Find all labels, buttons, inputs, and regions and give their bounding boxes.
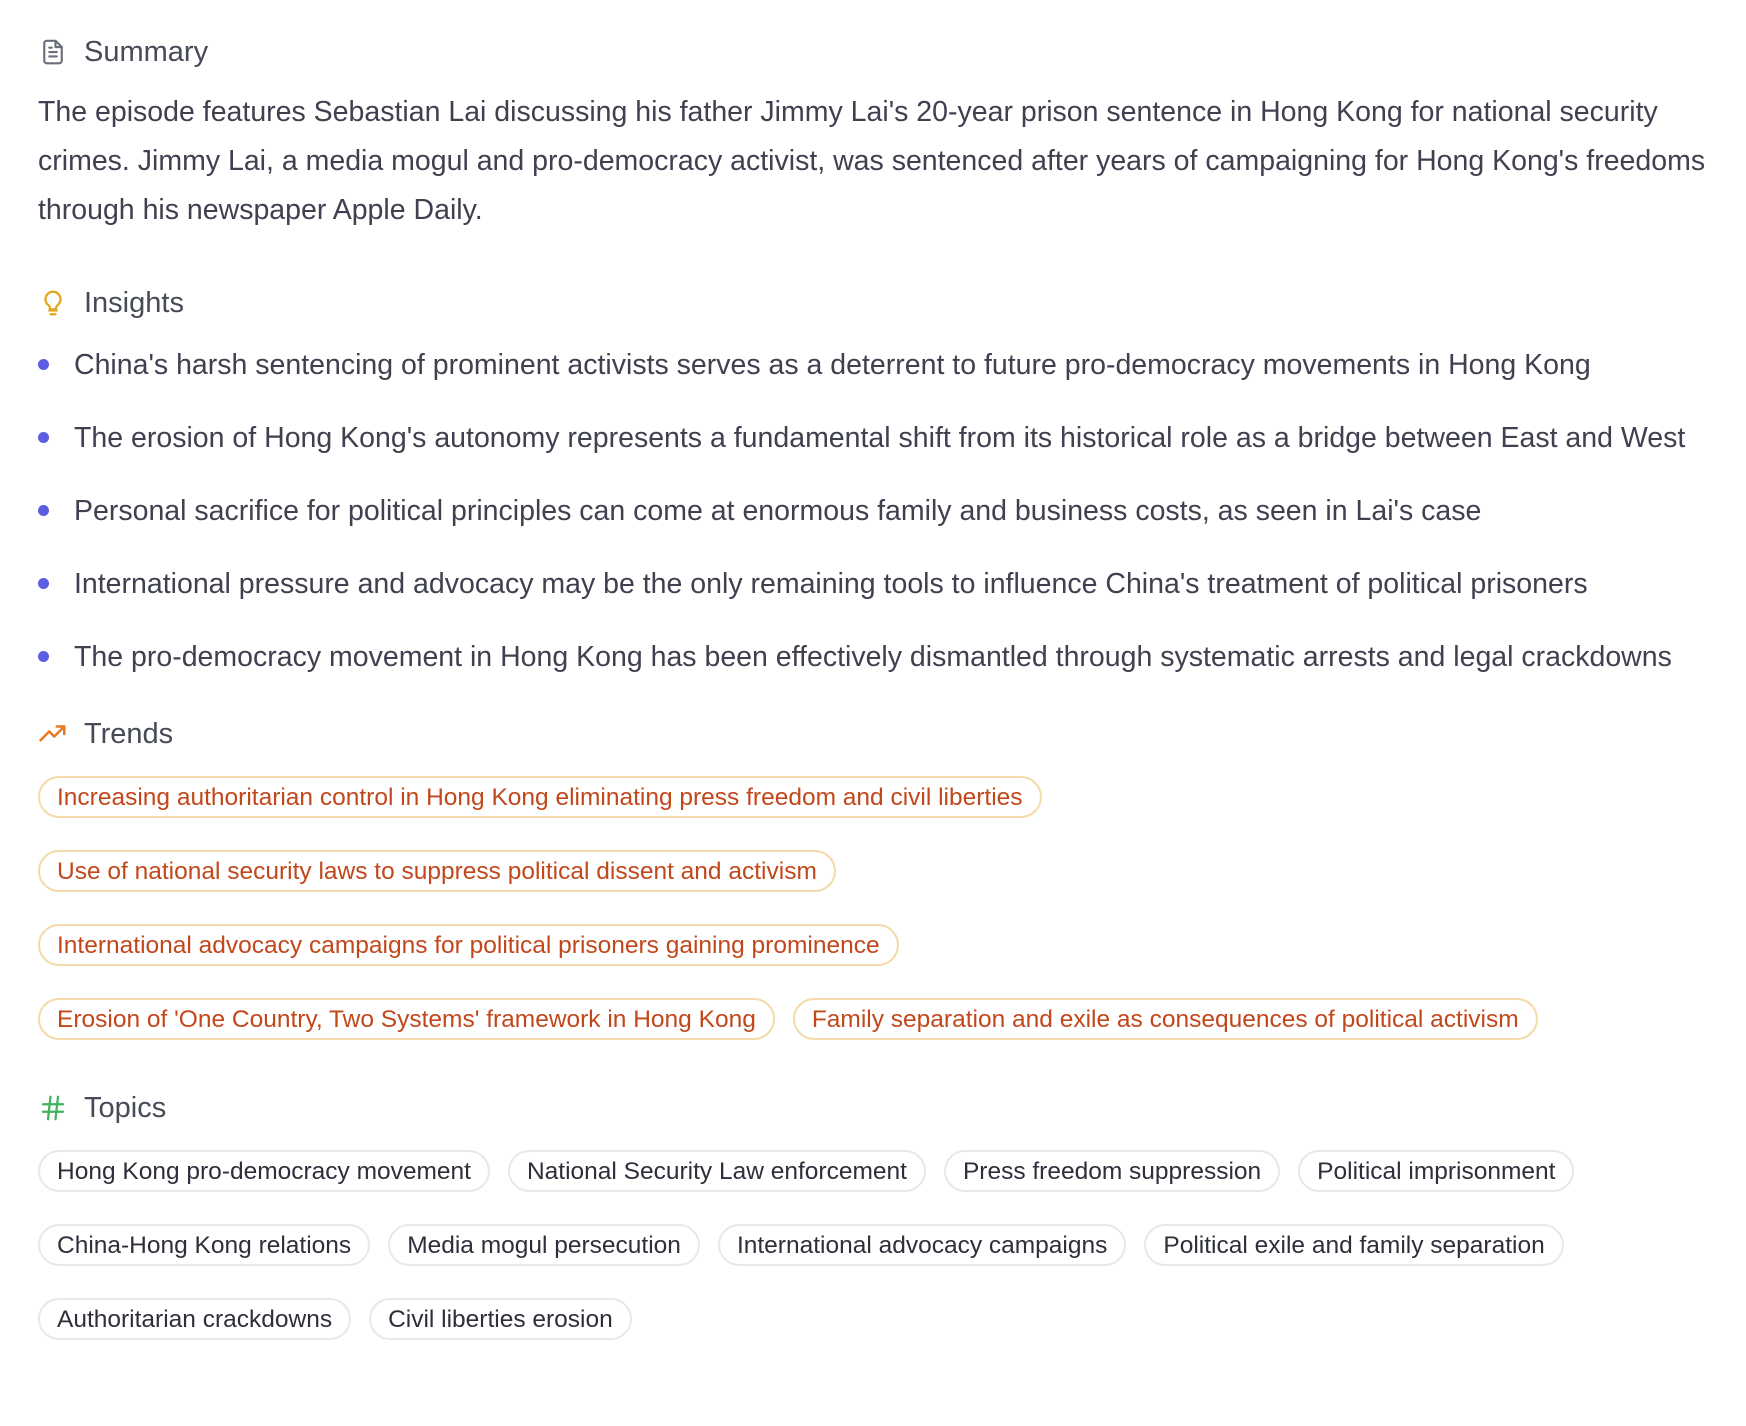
bullet-dot xyxy=(38,359,49,370)
insights-list xyxy=(38,341,1708,682)
topic-chip[interactable]: International advocacy campaigns xyxy=(718,1224,1126,1266)
insights-section xyxy=(38,275,1708,682)
bullet-dot xyxy=(38,432,49,443)
insight-text: Personal sacrifice for political principles can come at enormous family and business costs, as seen in Lai's case xyxy=(74,495,1482,527)
topics-title: Topics xyxy=(84,1091,167,1124)
bullet-dot xyxy=(38,578,49,589)
insight-text: China's harsh sentencing of prominent activists serves as a deterrent to future pro-democracy movements in Hong Kong xyxy=(74,349,1591,381)
lightbulb-icon xyxy=(38,288,68,318)
insight-text: International pressure and advocacy may be the only remaining tools to influence China's treatment of political prisoners xyxy=(74,568,1588,600)
topic-chip[interactable]: Press freedom suppression xyxy=(944,1150,1280,1192)
trend-chip[interactable]: Increasing authoritarian control in Hong Kong eliminating press freedom and civil liberties xyxy=(38,776,1042,818)
insight-text: The erosion of Hong Kong's autonomy represents a fundamental shift from its historical role as a bridge between East and West xyxy=(74,422,1686,454)
list-item xyxy=(38,414,1708,463)
trends-chips xyxy=(38,776,1708,1040)
topics-chips xyxy=(38,1150,1708,1340)
summary-section xyxy=(38,24,1708,235)
trend-chip[interactable]: Erosion of 'One Country, Two Systems' framework in Hong Kong xyxy=(38,998,775,1040)
topic-chip[interactable]: China-Hong Kong relations xyxy=(38,1224,370,1266)
topic-chip[interactable]: Authoritarian crackdowns xyxy=(38,1298,351,1340)
bullet-dot xyxy=(38,651,49,662)
list-item xyxy=(38,487,1708,536)
topic-chip[interactable]: National Security Law enforcement xyxy=(508,1150,926,1192)
list-item xyxy=(38,633,1708,682)
topics-section xyxy=(38,1080,1708,1340)
bullet-dot xyxy=(38,505,49,516)
trend-chip[interactable]: Use of national security laws to suppress political dissent and activism xyxy=(38,850,836,892)
summary-title: Summary xyxy=(84,35,209,68)
insights-title: Insights xyxy=(84,286,184,319)
topic-chip[interactable]: Civil liberties erosion xyxy=(369,1298,632,1340)
topic-chip[interactable]: Media mogul persecution xyxy=(388,1224,700,1266)
topic-chip[interactable]: Political exile and family separation xyxy=(1144,1224,1563,1266)
topic-chip[interactable]: Political imprisonment xyxy=(1298,1150,1574,1192)
hash-icon xyxy=(38,1093,68,1123)
topics-header xyxy=(38,1080,1708,1136)
trend-chip[interactable]: Family separation and exile as consequences of political activism xyxy=(793,998,1538,1040)
trends-header xyxy=(38,706,1708,762)
document-icon xyxy=(38,37,68,67)
list-item xyxy=(38,560,1708,609)
trending-up-icon xyxy=(38,719,68,749)
trends-title: Trends xyxy=(84,717,174,750)
insights-header xyxy=(38,275,1708,331)
topic-chip[interactable]: Hong Kong pro-democracy movement xyxy=(38,1150,490,1192)
summary-header xyxy=(38,24,1708,80)
summary-text: The episode features Sebastian Lai discussing his father Jimmy Lai's 20-year prison sentence in Hong Kong for national security crimes. Jimmy Lai, a media mogul and pro-democracy activist, was sentenced after years of campaigning for Hong Kong's freedoms through his newspaper Apple Daily. xyxy=(38,96,1706,226)
trend-chip[interactable]: International advocacy campaigns for political prisoners gaining prominence xyxy=(38,924,899,966)
insight-text: The pro-democracy movement in Hong Kong has been effectively dismantled through systematic arrests and legal crackdowns xyxy=(74,641,1672,673)
trends-section xyxy=(38,706,1708,1040)
list-item xyxy=(38,341,1708,390)
